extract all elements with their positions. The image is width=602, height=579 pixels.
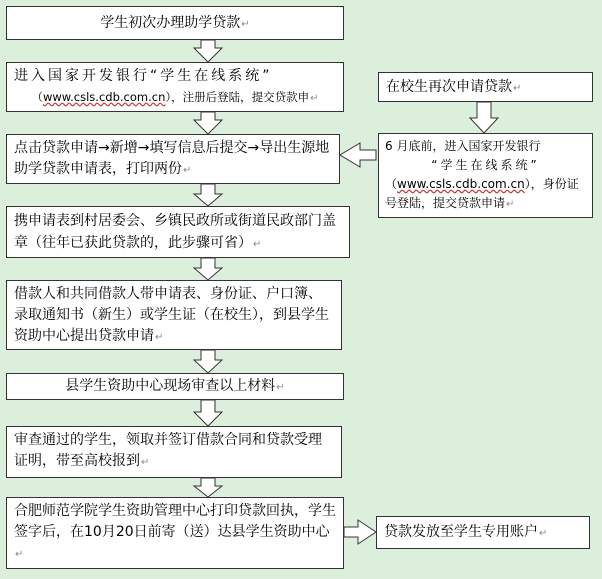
step-fill-form-text: 点击贷款申请→新增→填写信息后提交→导出生源地助学贷款申请表，打印两份 bbox=[14, 140, 330, 177]
paragraph-mark: ↵ bbox=[141, 457, 150, 468]
paragraph-mark: ↵ bbox=[241, 19, 250, 30]
step-first-apply bbox=[6, 6, 344, 40]
step-register-line2: （www.csls.cdb.com.cn），注册后登陆，提交贷款申↵ bbox=[31, 90, 319, 104]
step-fill-form bbox=[6, 134, 340, 184]
step-returning-login-tail: ，身份证号登陆，提交贷款申请 bbox=[385, 177, 579, 210]
arrow-down-1 bbox=[194, 40, 222, 62]
paragraph-mark: ↵ bbox=[276, 382, 285, 393]
step-register-line1: 进入国家开发银行“学生在线系统” bbox=[14, 68, 273, 84]
step-stamp bbox=[6, 206, 350, 258]
arrow-down-7 bbox=[194, 478, 222, 497]
step-first-apply-text: 学生初次办理助学贷款 bbox=[100, 15, 241, 31]
step-returning-student-text: 在校生再次申请贷款 bbox=[386, 79, 512, 95]
step-sign-contract-text: 审查通过的学生，领取并签订借款合同和贷款受理证明，带至高校报到 bbox=[14, 432, 322, 469]
step-returning-login-line3: （www.csls.cdb.com.cn），身份证号登陆，提交贷款申请↵ bbox=[385, 177, 579, 210]
step-submit-application-text: 借款人和共同借款人带申请表、身份证、户口簿、录取通知书（新生）或学生证（在校生），到县学生资助中心提出贷款申请 bbox=[14, 286, 329, 344]
arrow-down-3 bbox=[194, 184, 222, 206]
paragraph-mark: ↵ bbox=[506, 199, 515, 210]
step-review bbox=[6, 373, 344, 400]
arrow-down-2 bbox=[194, 112, 222, 134]
paragraph-mark: ↵ bbox=[513, 83, 522, 94]
step-disbursement-text: 贷款发放至学生专用账户 bbox=[384, 524, 538, 540]
arrow-down-6 bbox=[194, 400, 222, 426]
step-receipt-text: 合肥师范学院学生资助管理中心打印贷款回执，学生签字后，在10月20日前寄（送）达县学生资助中心 bbox=[14, 503, 336, 540]
arrow-down-4 bbox=[194, 258, 222, 280]
step-returning-student bbox=[378, 72, 593, 102]
paragraph-mark: ↵ bbox=[310, 93, 319, 104]
paragraph-mark: ↵ bbox=[539, 528, 548, 539]
arrow-down-right bbox=[470, 102, 498, 133]
paragraph-mark: ↵ bbox=[155, 332, 164, 343]
step-review-text: 县学生资助中心现场审查以上材料 bbox=[65, 378, 276, 394]
step-returning-login-line1: 6 月底前，进入国家开发银行 bbox=[385, 139, 541, 153]
arrow-right bbox=[344, 520, 376, 544]
step-stamp-text: 携申请表到村居委会、乡镇民政所或街道民政部门盖章（往年已获此贷款的，此步骤可省） bbox=[14, 213, 336, 251]
step-sign-contract bbox=[6, 426, 342, 478]
arrow-left bbox=[340, 143, 376, 167]
step-disbursement bbox=[376, 516, 590, 549]
site-url-right: www.csls.cdb.com.cn bbox=[397, 177, 525, 191]
step-register-tail: ，注册后登陆，提交贷款申 bbox=[171, 90, 310, 104]
site-url: www.csls.cdb.com.cn bbox=[42, 90, 166, 104]
step-returning-login-line2: “学生在线系统” bbox=[431, 158, 540, 172]
arrow-down-5 bbox=[194, 350, 222, 373]
paragraph-mark: ↵ bbox=[15, 549, 24, 560]
paragraph-mark: ↵ bbox=[253, 239, 262, 250]
step-submit-application bbox=[6, 280, 342, 350]
paragraph-mark: ↵ bbox=[183, 165, 192, 176]
step-receipt bbox=[6, 497, 344, 569]
step-returning-login bbox=[378, 133, 593, 218]
step-register bbox=[6, 62, 344, 112]
